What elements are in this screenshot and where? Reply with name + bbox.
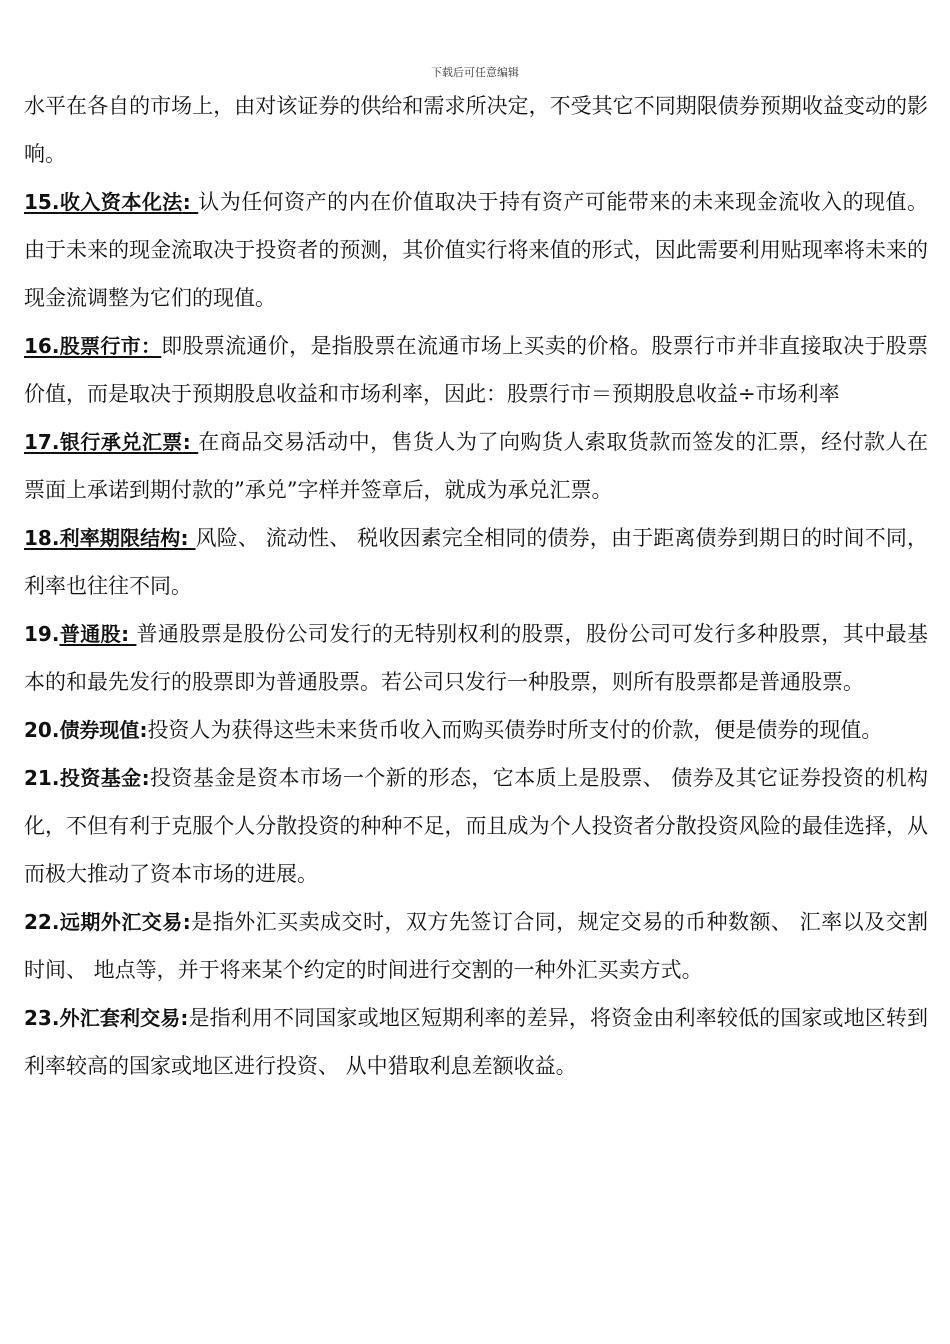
entry-term: 外汇套利交易	[59, 1006, 181, 1030]
entry-number: 15.	[24, 190, 60, 214]
entry-term: 银行承兑汇票	[59, 430, 183, 454]
entry-20	[24, 706, 928, 754]
entry-term: 远期外汇交易	[59, 910, 183, 934]
header-note: 下载后可任意编辑	[431, 66, 519, 79]
entry-18	[24, 514, 928, 610]
document-body	[24, 82, 928, 1090]
entry-22	[24, 898, 928, 994]
entry-term: 收入资本化法	[59, 190, 183, 214]
entry-separator: :	[182, 430, 199, 454]
entry-term-heading	[24, 334, 161, 358]
entry-definition: 投资基金是资本市场一个新的形态，它本质上是股票、 债券及其它证券投资的机构化，不但有利于克服个人分散投资的种种不足，而且成为个人投资者分散投资风险的最佳选择，从而极大推动了资本市场的进展。	[24, 766, 928, 886]
entry-separator: :	[180, 1006, 189, 1030]
entry-term: 普通股	[59, 622, 122, 646]
entry-definition: 认为任何资产的内在价值取决于持有资产可能带来的未来现金流收入的现值。由于未来的现金流取决于投资者的预测，其价值实行将来值的形式，因此需要利用贴现率将未来的现金流调整为它们的现值。	[24, 190, 929, 310]
entry-separator: :	[141, 766, 150, 790]
entry-separator: :	[182, 190, 199, 214]
entry-separator: :	[121, 622, 137, 646]
entry-definition: 投资人为获得这些未来货币收入而购买债券时所支付的价款，便是债券的现值。	[147, 718, 883, 742]
entry-separator: ：	[140, 334, 162, 358]
entry-term: 股票行市	[59, 334, 141, 358]
continuation-paragraph: 水平在各自的市场上，由对该证券的供给和需求所决定，不受其它不同期限债券预期收益变动的影响。	[24, 94, 928, 166]
entry-number: 16.	[24, 334, 60, 358]
entry-definition: 是指外汇买卖成交时，双方先签订合同，规定交易的币种数额、 汇率以及交割时间、 地点等，并于将来某个约定的时间进行交割的一种外汇买卖方式。	[24, 910, 928, 982]
entry-15	[24, 178, 928, 322]
entry-21	[24, 754, 928, 898]
entry-definition: 即股票流通价，是指股票在流通市场上买卖的价格。股票行市并非直接取决于股票价值，而是取决于预期股息收益和市场利率，因此：股票行市＝预期股息收益÷市场利率	[24, 334, 929, 406]
entry-17	[24, 418, 928, 514]
entry-term: 投资基金	[59, 766, 142, 790]
entry-term-heading	[24, 526, 196, 550]
entry-definition: 是指利用不同国家或地区短期利率的差异，将资金由利率较低的国家或地区转到利率较高的国家或地区进行投资、 从中猎取利息差额收益。	[24, 1006, 929, 1078]
entry-number: 17.	[24, 430, 60, 454]
entry-number: 20.	[24, 718, 60, 742]
entry-number: 19.	[24, 622, 60, 646]
entry-separator: :	[182, 910, 191, 934]
entry-term-heading	[24, 430, 198, 454]
entry-definition: 普通股票是股份公司发行的无特别权利的股票，股份公司可发行多种股票，其中最基本的和最先发行的股票即为普通股票。若公司只发行一种股票，则所有股票都是普通股票。	[24, 622, 929, 694]
entry-term: 利率期限结构	[59, 526, 181, 550]
entry-number: 23.	[24, 1006, 60, 1030]
entry-separator: :	[139, 718, 148, 742]
entry-definition: 在商品交易活动中，售货人为了向购货人索取货款而签发的汇票，经付款人在票面上承诺到期付款的”承兑”字样并签章后，就成为承兑汇票。	[24, 430, 929, 502]
entry-separator: :	[180, 526, 196, 550]
entry-term: 债券现值	[59, 718, 140, 742]
entry-23	[24, 994, 928, 1090]
entry-term-heading	[59, 622, 136, 646]
entry-term-heading	[24, 190, 198, 214]
entry-number: 22.	[24, 910, 60, 934]
entry-definition: 风险、 流动性、 税收因素完全相同的债券，由于距离债券到期日的时间不同，利率也往往不同。	[24, 526, 928, 598]
entry-19	[24, 610, 928, 706]
entry-16	[24, 322, 928, 418]
entry-number: 18.	[24, 526, 60, 550]
entry-number: 21.	[24, 766, 60, 790]
